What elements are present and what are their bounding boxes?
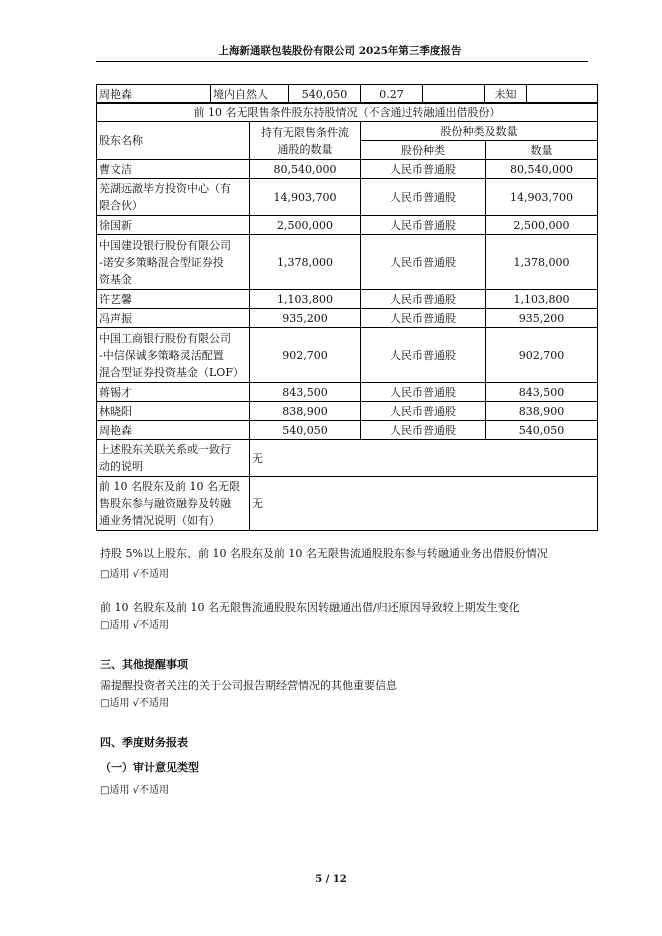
note1-label	[97, 440, 250, 477]
table-row	[97, 309, 598, 328]
unrestricted-qty: 540,050	[250, 421, 361, 440]
share-count: 80,540,000	[486, 160, 598, 179]
shareholder-name	[97, 290, 250, 309]
col-header-qty-line1: 持有无限售条件流	[261, 125, 349, 139]
table-row	[97, 160, 598, 179]
table-row	[97, 383, 598, 402]
prev-table-last-row	[96, 84, 598, 104]
shareholder-name-line: 资基金	[99, 272, 132, 286]
share-type: 人民币普通股	[361, 216, 486, 235]
note2-label	[97, 477, 250, 531]
share-type: 人民币普通股	[361, 421, 486, 440]
share-type: 人民币普通股	[361, 309, 486, 328]
shareholder-name-line: 中国工商银行股份有限公司	[99, 331, 231, 345]
section1-text: 持股 5%以上股东、前 10 名股东及前 10 名无限售流通股股东参与转融通业务出借股份情况	[100, 547, 548, 560]
unrestricted-qty: 1,103,800	[250, 290, 361, 309]
empty-cell	[423, 85, 485, 104]
col-header-count: 数量	[486, 141, 598, 160]
table-caption: 前 10 名无限售条件股东持股情况（不含通过转融通出借股份）	[97, 103, 598, 122]
shareholder-name-line: 许艺馨	[99, 292, 132, 306]
unrestricted-qty: 14,903,700	[250, 179, 361, 216]
unrestricted-qty: 838,900	[250, 402, 361, 421]
unrestricted-qty: 2,500,000	[250, 216, 361, 235]
unrestricted-qty: 1,378,000	[250, 235, 361, 290]
shareholder-name-line: 周艳森	[99, 423, 132, 437]
shareholder-name-line: 林晓阳	[99, 404, 132, 418]
holder-name: 周艳森	[97, 85, 211, 104]
table-row	[97, 402, 598, 421]
unrestricted-qty: 843,500	[250, 383, 361, 402]
shareholder-name	[97, 216, 250, 235]
share-type: 人民币普通股	[361, 402, 486, 421]
note-line: 上述股东关联关系或一致行	[99, 443, 231, 456]
shareholder-name	[97, 383, 250, 402]
share-count: 935,200	[486, 309, 598, 328]
section4-title: 四、季度财务报表	[100, 736, 188, 749]
shareholder-name-line: 徐国新	[99, 218, 132, 232]
table-row	[97, 421, 598, 440]
shareholder-name	[97, 160, 250, 179]
holder-shares: 540,050	[289, 85, 361, 104]
shareholder-name-line: 冯声振	[99, 311, 132, 325]
share-count: 902,700	[486, 328, 598, 383]
shareholder-name-line: 中国建设银行股份有限公司	[99, 238, 231, 252]
col-header-type: 股份种类	[361, 141, 486, 160]
section3-text: 需提醒投资者关注的关于公司报告期经营情况的其他重要信息	[100, 679, 397, 692]
section3-title: 三、其他提醒事项	[100, 658, 188, 671]
table-row	[97, 179, 598, 216]
shareholder-name-line: -诺安多策略混合型证券投	[99, 255, 224, 269]
section1-checkbox: □适用 √不适用	[100, 569, 169, 580]
note-line: 售股东参与融资融券及转融	[99, 497, 231, 510]
section2-checkbox: □适用 √不适用	[100, 620, 169, 631]
shareholder-name	[97, 402, 250, 421]
shareholder-name-line: 芜湖远澈毕方投资中心（有	[99, 182, 231, 195]
table-row	[97, 216, 598, 235]
note1-value: 无	[250, 440, 598, 477]
shareholder-name	[97, 179, 250, 216]
col-header-qty-line2: 通股的数量	[277, 142, 333, 156]
shareholder-name-line: 限合伙）	[99, 199, 143, 212]
share-type: 人民币普通股	[361, 160, 486, 179]
share-count: 1,378,000	[486, 235, 598, 290]
shareholder-name	[97, 235, 250, 290]
table-row	[97, 328, 598, 383]
share-count: 838,900	[486, 402, 598, 421]
shareholder-name-line: 混合型证券投资基金（LOF）	[99, 365, 244, 379]
share-type: 人民币普通股	[361, 328, 486, 383]
col-header-name: 股东名称	[97, 122, 250, 160]
share-count: 843,500	[486, 383, 598, 402]
share-type: 人民币普通股	[361, 235, 486, 290]
unrestricted-qty: 902,700	[250, 328, 361, 383]
empty-cell	[527, 85, 598, 104]
unrestricted-qty: 935,200	[250, 309, 361, 328]
note-line: 前 10 名股东及前 10 名无限	[99, 480, 240, 493]
shareholder-name-line: 曹文洁	[99, 162, 132, 176]
shareholder-name-line: 蒋锡才	[99, 385, 132, 399]
top10-unrestricted-table	[96, 102, 598, 531]
col-header-qty	[250, 122, 361, 160]
note-line: 通业务情况说明（如有）	[99, 514, 220, 527]
table-row	[97, 235, 598, 290]
header-rule	[96, 61, 588, 62]
holder-type: 境内自然人	[211, 85, 289, 104]
share-count: 2,500,000	[486, 216, 598, 235]
page-number: 5 / 12	[315, 874, 347, 885]
page-header: 上海新通联包装股份有限公司 2025年第三季度报告	[218, 45, 462, 57]
table-row	[97, 290, 598, 309]
holder-pct: 0.27	[361, 85, 423, 104]
pledge-status: 未知	[485, 85, 527, 104]
section3-checkbox: □适用 √不适用	[100, 698, 169, 709]
col-header-type-group: 股份种类及数量	[361, 122, 598, 141]
section4-subtitle: （一）审计意见类型	[100, 761, 199, 774]
share-type: 人民币普通股	[361, 290, 486, 309]
shareholder-name-line: -中信保诚多策略灵活配置	[99, 348, 224, 362]
note-line: 动的说明	[99, 460, 143, 473]
section4-checkbox: □适用 √不适用	[100, 785, 169, 796]
share-count: 14,903,700	[486, 179, 598, 216]
share-type: 人民币普通股	[361, 383, 486, 402]
share-count: 1,103,800	[486, 290, 598, 309]
unrestricted-qty: 80,540,000	[250, 160, 361, 179]
share-count: 540,050	[486, 421, 598, 440]
note2-value: 无	[250, 477, 598, 531]
shareholder-name	[97, 421, 250, 440]
shareholder-name	[97, 328, 250, 383]
section2-text: 前 10 名股东及前 10 名无限售流通股股东因转融通出借/归还原因导致较上期发生变化	[100, 601, 520, 614]
share-type: 人民币普通股	[361, 179, 486, 216]
shareholder-name	[97, 309, 250, 328]
